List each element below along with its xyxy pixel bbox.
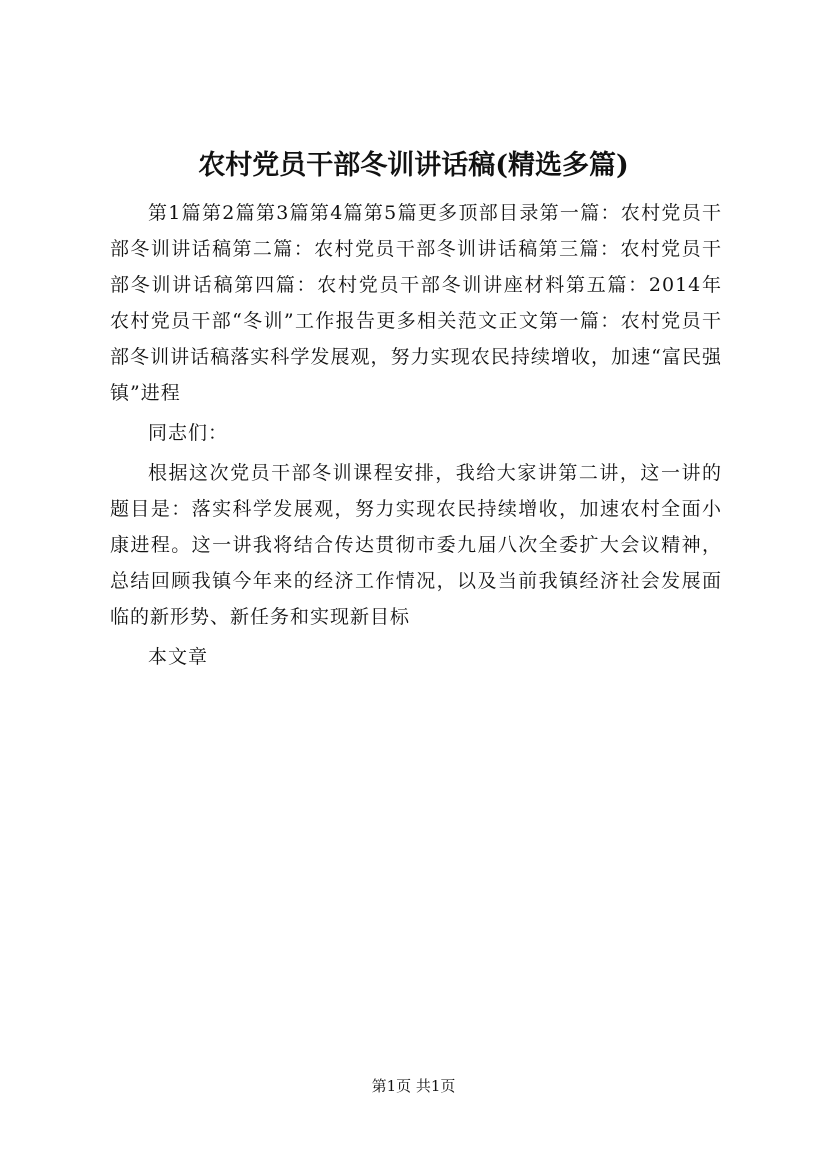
document-title: 农村党员干部冬训讲话稿(精选多篇): [198, 150, 629, 181]
paragraph-truncated: 本文章: [148, 646, 209, 668]
paragraph-main-text: 根据这次党员干部冬训课程安排，我给大家讲第二讲，这一讲的题目是：落实科学发展观，努力实现农民持续增收，加速农村全面小康进程。这一讲我将结合传达贯彻市委九届八次全委扩大会议精神，总结回顾我镇今年来的经济工作情况，以及当前我镇经济社会发展面临的新形势、新任务和实现新目标: [110, 462, 722, 628]
document-body: [110, 195, 722, 675]
paragraph-salutation: 同志们：: [148, 422, 229, 444]
paragraph-table-of-contents: 第1篇第2篇第3篇第4篇第5篇更多顶部目录第一篇：农村党员干部冬训讲话稿第二篇：农村党员干部冬训讲话稿第三篇：农村党员干部冬训讲话稿第四篇：农村党员干部冬训讲座材料第五篇：2014年农村党员干部“冬训”工作报告更多相关范文正文第一篇：农村党员干部冬训讲话稿落实科学发展观，努力实现农民持续增收，加速“富民强镇”进程: [110, 202, 722, 404]
page-footer: 第1页 共1页: [371, 1077, 456, 1095]
